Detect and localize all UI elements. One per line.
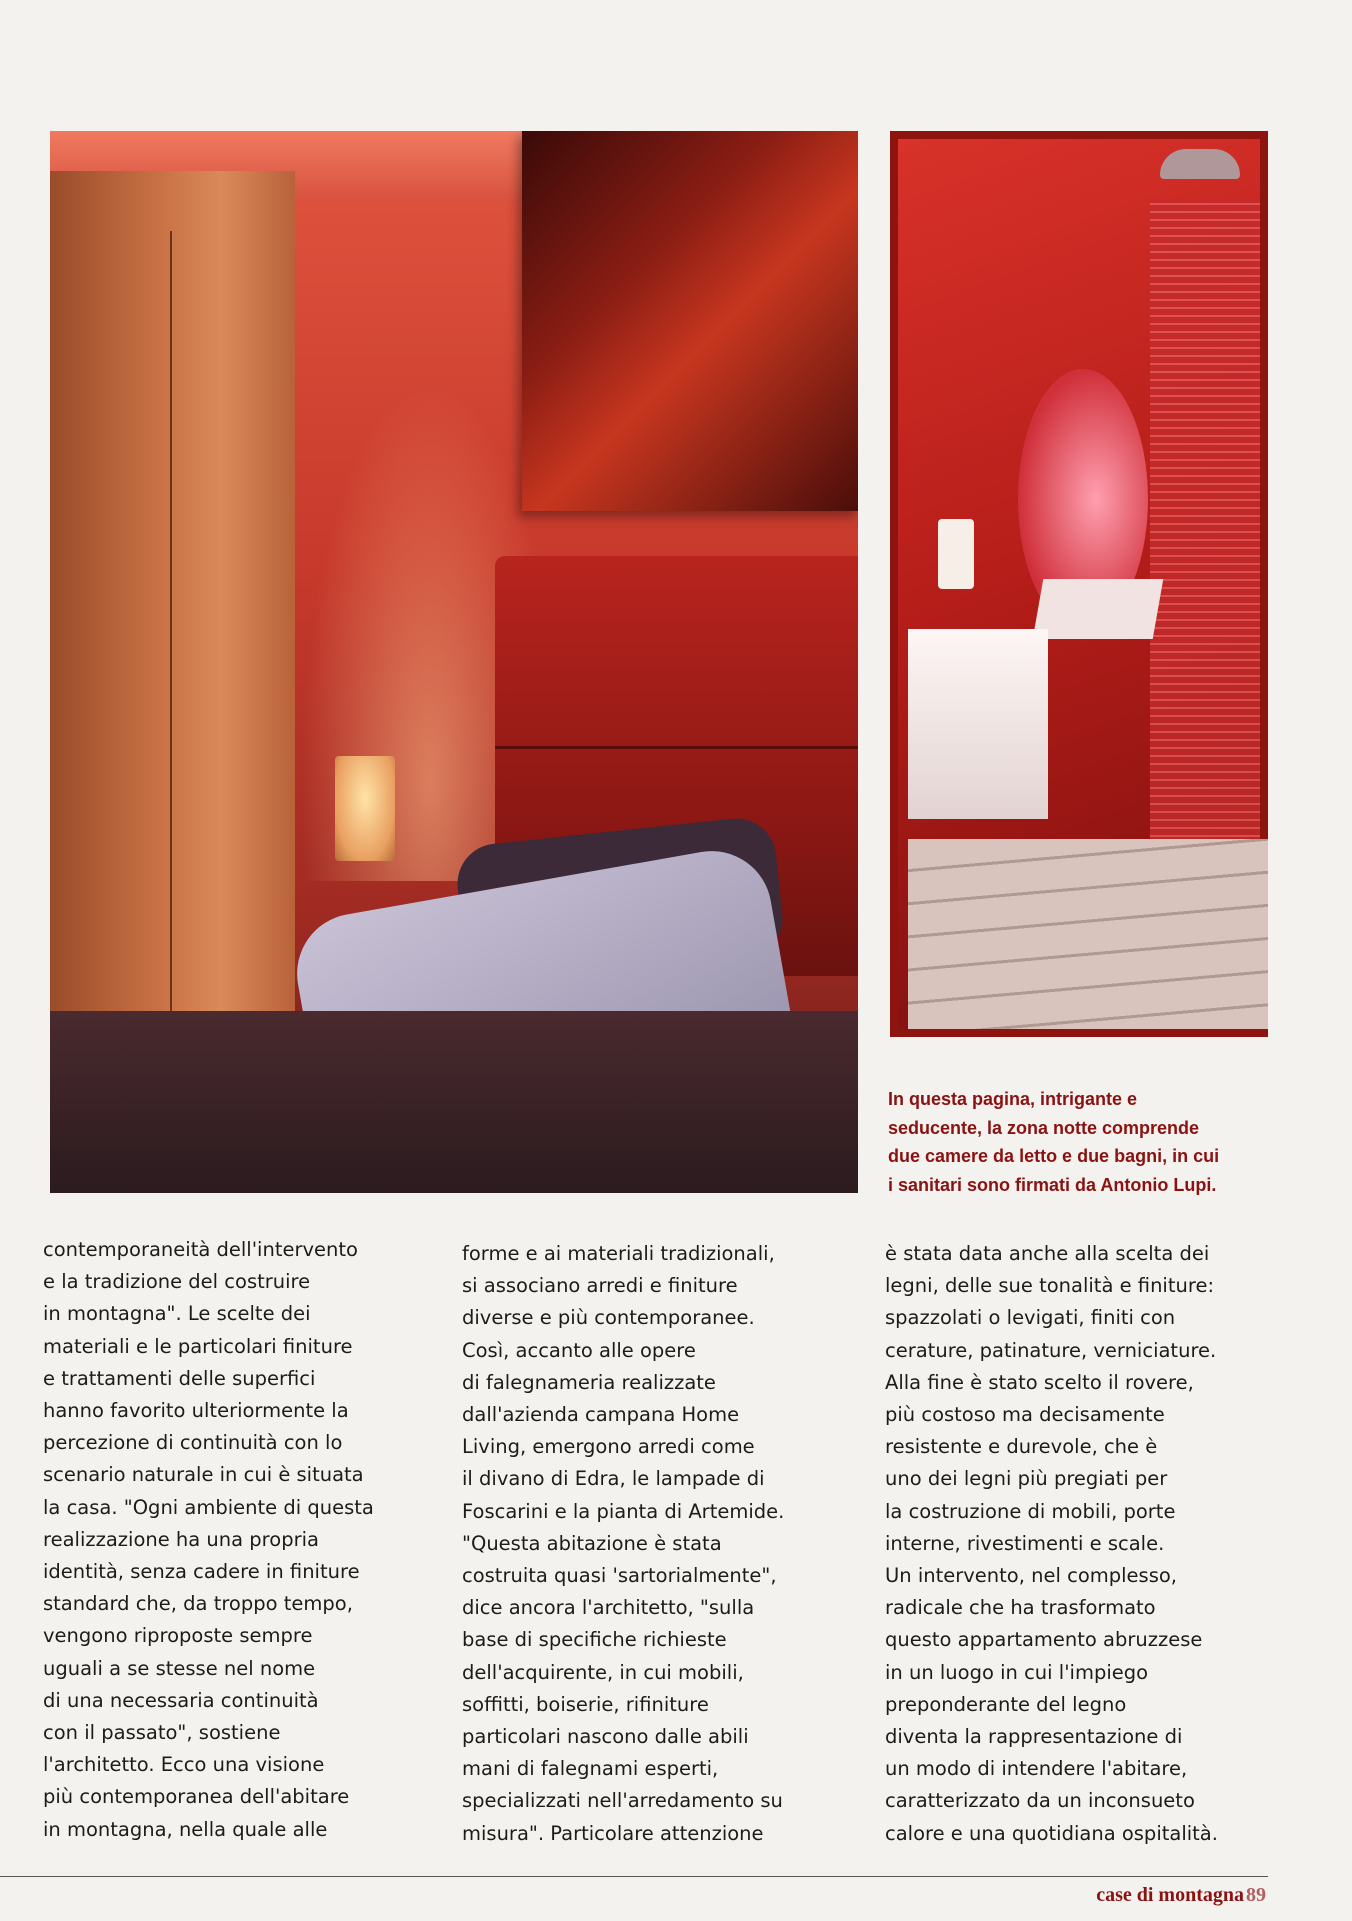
body-text-line: misura". Particolare attenzione [462,1821,764,1845]
body-text-line: identità, senza cadere in finiture [43,1560,360,1584]
body-text-line: caratterizzato da un inconsueto [885,1789,1195,1813]
body-text-line: questo appartamento abruzzese [885,1628,1203,1652]
body-text-line: è stata data anche alla scelta dei [885,1242,1210,1265]
body-text-line: più costoso ma decisamente [885,1403,1165,1427]
page-footer [1096,1884,1266,1907]
body-text-line: "Questa abitazione è stata [462,1531,722,1555]
body-text-line: più contemporanea dell'abitare [43,1785,350,1809]
body-text-line: in montagna, nella quale alle [43,1817,328,1841]
body-text-line: Un intervento, nel complesso, [885,1564,1177,1588]
body-text-line: calore e una quotidiana ospitalità. [885,1821,1218,1845]
body-text-line: la casa. "Ogni ambiente di questa [43,1495,374,1519]
body-text-line: di falegnameria realizzate [462,1370,716,1394]
text-column-2 [462,1238,784,1850]
body-text-line: dall'azienda campana Home [462,1403,740,1427]
body-text-line: diverse e più contemporanee. [462,1306,755,1330]
body-text-line: contemporaneità dell'intervento [43,1238,358,1261]
body-text-line: Foscarini e la pianta di Artemide. [462,1499,785,1523]
sink-unit [908,629,1048,819]
caption-line: seducente, la zona notte comprende [888,1117,1200,1138]
body-text-line: materiali e le particolari finiture [43,1334,353,1358]
body-text-line: legni, delle sue tonalità e finiture: [885,1274,1215,1298]
body-text-line: radicale che ha trasformato [885,1596,1156,1620]
body-text-line: un modo di intendere l'abitare, [885,1757,1188,1781]
body-text-line: resistente e durevole, che è [885,1435,1158,1459]
body-text-line: percezione di continuità con lo [43,1431,343,1455]
body-text-line: uno dei legni più pregiati per [885,1467,1168,1491]
body-text-line: l'architetto. Ecco una visione [43,1753,325,1777]
body-text-line: interne, rivestimenti e scale. [885,1531,1165,1555]
body-text-line: diventa la rappresentazione di [885,1725,1183,1749]
body-text-line: in un luogo in cui l'impiego [885,1660,1149,1684]
body-text-line: dell'acquirente, in cui mobili, [462,1660,744,1684]
caption-line: i sanitari sono firmati da Antonio Lupi. [888,1174,1217,1195]
bathroom-photo [898,139,1260,1029]
body-text-line: spazzolati o levigati, finiti con [885,1306,1176,1330]
body-text-line: forme e ai materiali tradizionali, [462,1242,775,1265]
photo-caption [888,1085,1268,1199]
body-text-line: mani di falegnami esperti, [462,1757,719,1781]
shower-head [1160,149,1240,179]
body-text-line: Così, accanto alle opere [462,1338,696,1362]
text-column-3 [885,1238,1218,1850]
body-text-line: uguali a se stesse nel nome [43,1656,316,1680]
body-text-line: si associano arredi e finiture [462,1274,738,1298]
body-text-line: specializzati nell'arredamento su [462,1789,783,1813]
body-text-line: di una necessaria continuità [43,1688,319,1712]
caption-line: due camere da letto e due bagni, in cui [888,1146,1220,1166]
caption-line: In questa pagina, intrigante e [888,1089,1138,1109]
soap-dispenser [938,519,974,589]
body-text-line: e la tradizione del costruire [43,1270,311,1294]
body-text-line: costruita quasi 'sartorialmente", [462,1564,777,1588]
body-text-line: standard che, da troppo tempo, [43,1592,353,1616]
body-text-line: particolari nascono dalle abili [462,1725,749,1749]
body-text-line: in montagna". Le scelte dei [43,1302,311,1326]
body-text-line: la costruzione di mobili, porte [885,1499,1176,1523]
body-text-line: dice ancora l'architetto, "sulla [462,1596,755,1620]
body-text-line: Alla fine è stato scelto il rovere, [885,1370,1194,1394]
table-lamp [335,756,395,861]
body-text-line: soffitti, boiserie, rifiniture [462,1692,709,1716]
text-column-1 [43,1234,374,1846]
bed [50,1011,858,1193]
body-text-line: il divano di Edra, le lampade di [462,1467,765,1491]
forest-painting [522,131,858,511]
footer-rule [0,1876,1268,1877]
magazine-name: case di montagna [1096,1884,1244,1906]
body-text-line: hanno favorito ulteriormente la [43,1399,349,1423]
body-text-line: con il passato", sostiene [43,1721,281,1745]
body-text-line: vengono riproposte sempre [43,1624,313,1648]
bedroom-photo [50,131,858,1193]
basin [1033,579,1164,639]
wooden-floor [908,839,1268,1029]
wooden-wardrobe [50,171,295,1071]
bathroom-photo-frame [890,131,1268,1037]
body-text-line: Living, emergono arredi come [462,1435,755,1459]
body-text-line: cerature, patinature, verniciature. [885,1338,1217,1362]
body-text-line: preponderante del legno [885,1692,1127,1716]
body-text-line: realizzazione ha una propria [43,1527,319,1551]
body-text-line: scenario naturale in cui è situata [43,1463,364,1487]
body-text-line: base di specifiche richieste [462,1628,727,1652]
body-text-line: e trattamenti delle superfici [43,1366,316,1390]
page-number: 89 [1246,1884,1266,1906]
